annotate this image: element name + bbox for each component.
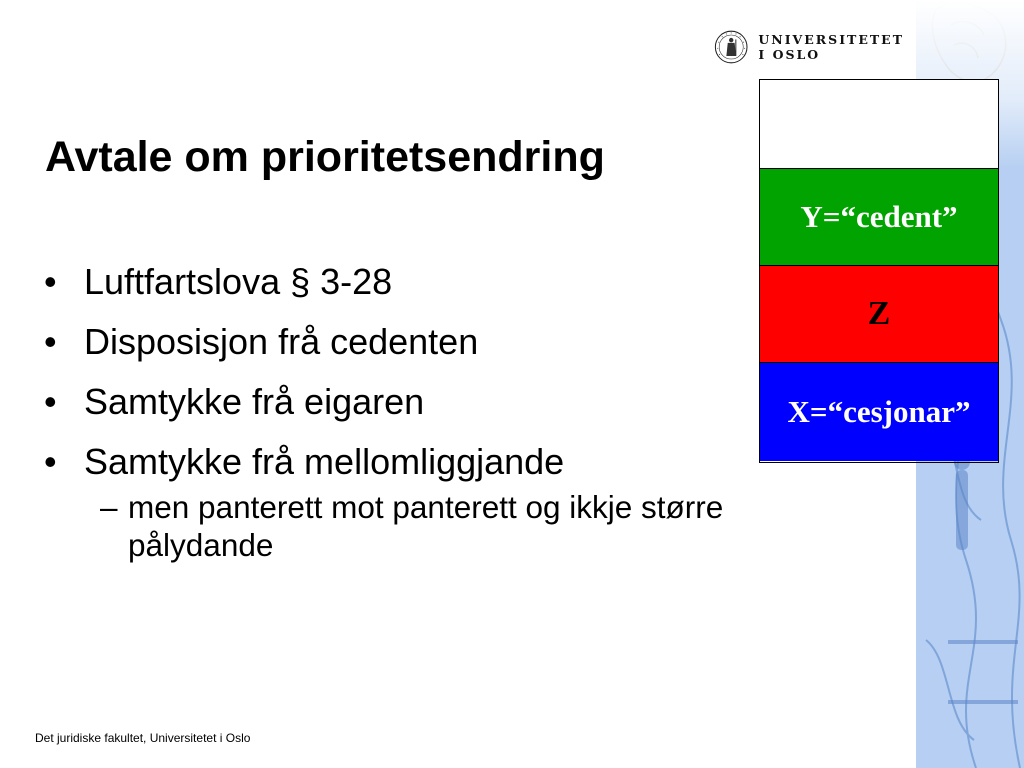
bullet-marker: • xyxy=(44,321,57,362)
logo-wordmark xyxy=(758,32,904,62)
university-logo xyxy=(714,22,904,72)
sub-bullet-item xyxy=(44,488,904,564)
bullet-text: Luftfartslova § 3-28 xyxy=(84,261,393,302)
bullet-marker: • xyxy=(44,441,57,482)
priority-box-label: Y=“cedent” xyxy=(800,199,958,234)
sub-bullet-text-line-2: pålydande xyxy=(128,527,274,563)
bullet-text: Disposisjon frå cedenten xyxy=(84,321,479,362)
bullet-marker: • xyxy=(44,381,57,422)
bullet-text: Samtykke frå eigaren xyxy=(84,381,425,422)
slide-footer: Det juridiske fakultet, Universitetet i Oslo xyxy=(35,731,251,745)
priority-box-empty xyxy=(760,80,998,168)
priority-box-label: Z xyxy=(867,295,891,332)
bullet-marker: • xyxy=(44,261,57,302)
sub-bullet-marker: – xyxy=(100,489,118,525)
university-seal-icon xyxy=(714,22,748,72)
priority-box-cesjonar xyxy=(760,362,998,461)
sub-bullet-text-line-1: men panterett mot panterett og ikkje større xyxy=(128,489,724,525)
priority-box-cedent xyxy=(760,168,998,265)
slide-title: Avtale om prioritetsendring xyxy=(45,133,605,181)
bullet-text: Samtykke frå mellomliggjande xyxy=(84,441,565,482)
priority-box-label: X=“cesjonar” xyxy=(787,394,971,429)
priority-stack xyxy=(759,79,999,463)
logo-line-2: I OSLO xyxy=(758,47,821,62)
logo-line-1: UNIVERSITETET xyxy=(758,32,904,47)
priority-box-z xyxy=(760,265,998,362)
